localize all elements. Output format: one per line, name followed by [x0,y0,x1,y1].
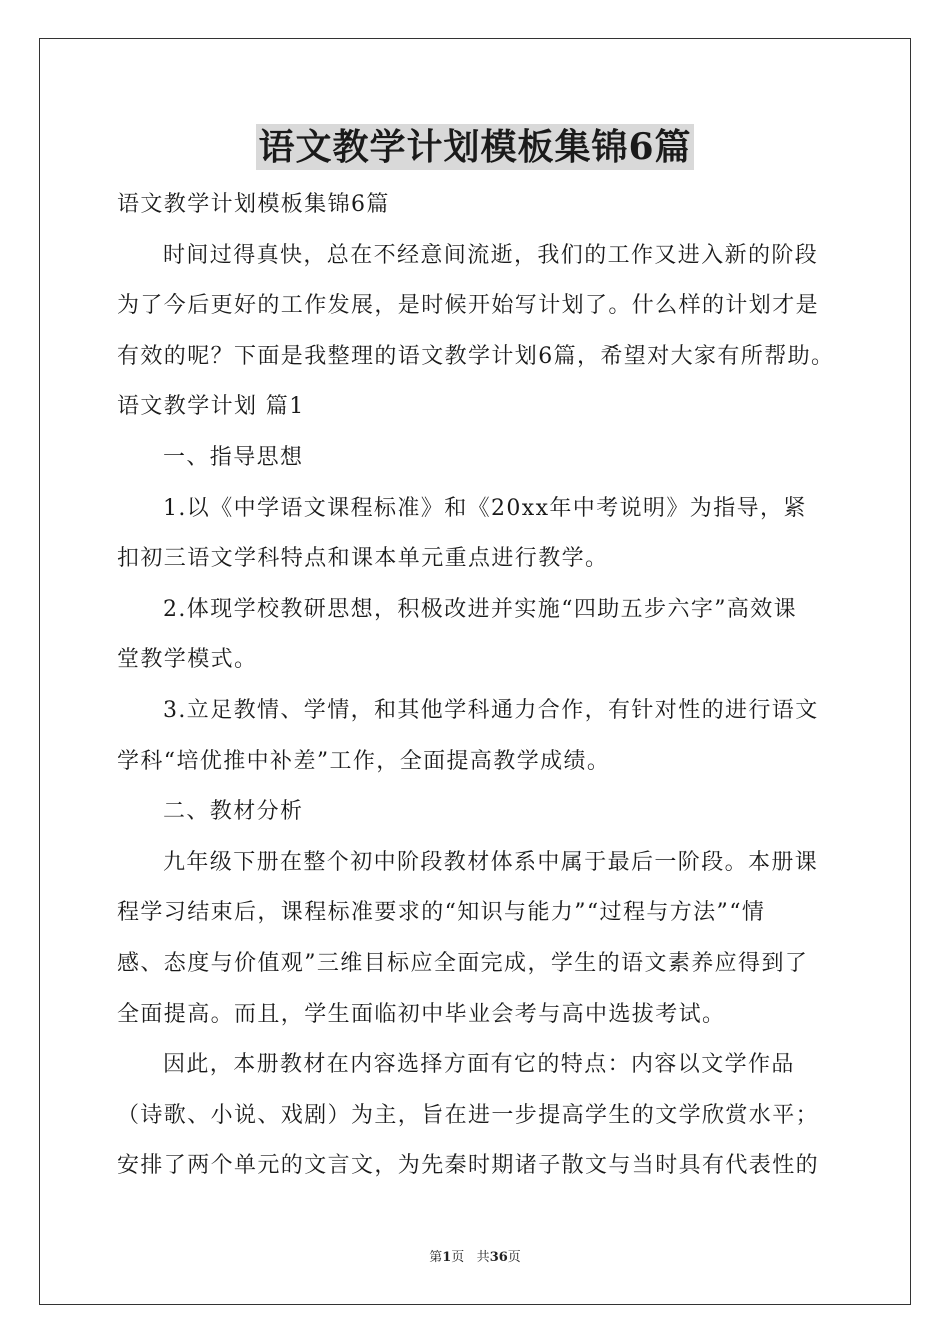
paragraph-line: 有效的呢？下面是我整理的语文教学计划6篇，希望对大家有所帮助。 [117,343,835,369]
paragraph-line: 程学习结束后，课程标准要求的“知识与能力”“过程与方法”“情 [117,900,766,926]
page-suffix: 页 [451,1250,465,1265]
paragraph-line: 3.立足教情、学情，和其他学科通力合作，有针对性的进行语文 [163,697,819,723]
paragraph-line: 安排了两个单元的文言文，为先秦时期诸子散文与当时具有代表性的 [117,1153,820,1179]
paragraph-line: 1.以《中学语文课程标准》和《20xx年中考说明》为指导，紧 [163,495,807,521]
title-container [0,124,950,170]
paragraph-line: 感、态度与价值观”三维目标应全面完成，学生的语文素养应得到了 [117,950,809,976]
total-pages: 36 [489,1250,508,1265]
paragraph-line: 时间过得真快，总在不经意间流逝，我们的工作又进入新的阶段 [163,242,819,268]
paragraph-line: 扣初三语文学科特点和课本单元重点进行教学。 [117,546,609,572]
paragraph-line: 堂教学模式。 [117,647,258,673]
total-prefix: 共 [476,1250,490,1265]
paragraph-line: 2.体现学校教研思想，积极改进并实施“四助五步六字”高效课 [163,596,798,622]
total-suffix: 页 [507,1250,521,1265]
document-title: 语文教学计划模板集锦6篇 [258,126,692,168]
page-number: 1 [442,1250,452,1265]
subheading-line: 一、指导思想 [163,444,304,470]
paragraph-line: 九年级下册在整个初中阶段教材体系中属于最后一阶段。本册课 [163,849,819,875]
page-footer [0,1246,950,1265]
paragraph-line: 全面提高。而且，学生面临初中毕业会考与高中选拔考试。 [117,1001,726,1027]
paragraph-line: 因此，本册教材在内容选择方面有它的特点：内容以文学作品 [163,1052,795,1078]
subheading-line: 二、教材分析 [163,799,304,825]
paragraph-line: （诗歌、小说、戏剧）为主，旨在进一步提高学生的文学欣赏水平； [117,1102,820,1128]
page-prefix: 第 [429,1250,443,1265]
paragraph-line: 学科“培优推中补差”工作，全面提高教学成绩。 [117,748,611,774]
document-body [117,180,837,1192]
subtitle-line: 语文教学计划模板集锦6篇 [117,192,390,217]
paragraph-line: 为了今后更好的工作发展，是时候开始写计划了。什么样的计划才是 [117,293,820,319]
section-heading: 语文教学计划 篇1 [117,394,305,420]
